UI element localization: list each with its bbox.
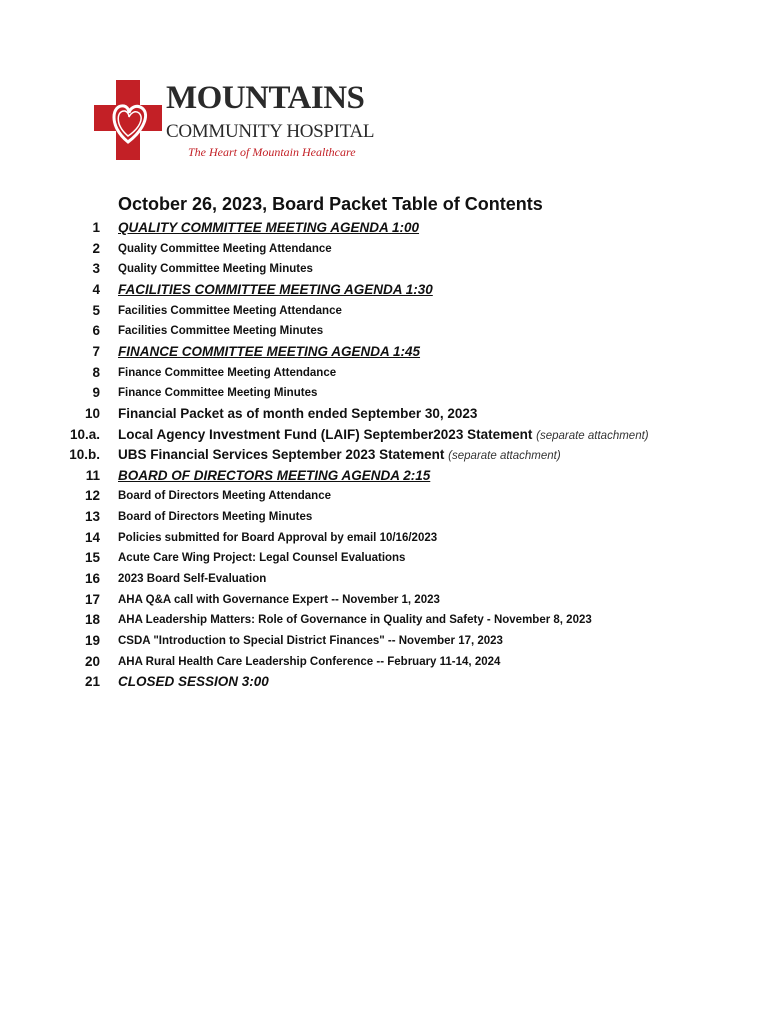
toc-item-label: Board of Directors Meeting Minutes xyxy=(118,511,313,524)
toc-item-number: 3 xyxy=(92,261,100,277)
toc-item[interactable] xyxy=(0,239,770,259)
toc-item[interactable] xyxy=(0,404,770,424)
toc-item-note: (separate attachment) xyxy=(448,450,561,463)
toc-item[interactable] xyxy=(0,301,770,321)
toc-item-label: Policies submitted for Board Approval by email 10/16/2023 xyxy=(118,531,438,544)
toc-item-label-wrap xyxy=(118,486,331,506)
page-title: October 26, 2023, Board Packet Table of Contents xyxy=(118,194,543,214)
toc-item-label-wrap xyxy=(118,342,420,362)
toc-item[interactable] xyxy=(0,590,770,610)
cross-heart-icon xyxy=(94,80,164,160)
toc-item-label: Financial Packet as of month ended September 30, 2023 xyxy=(118,405,478,421)
toc-item-label: BOARD OF DIRECTORS MEETING AGENDA 2:15 xyxy=(118,467,431,483)
toc-item-label: Finance Committee Meeting Attendance xyxy=(118,366,337,379)
toc-item-label: Facilities Committee Meeting Attendance xyxy=(118,304,342,317)
toc-item[interactable] xyxy=(0,548,770,568)
toc-item[interactable] xyxy=(0,342,770,362)
toc-item-number: 15 xyxy=(84,550,100,566)
toc-item-number: 7 xyxy=(92,343,100,359)
toc-item-number: 2 xyxy=(92,240,100,256)
logo-subtitle: COMMUNITY HOSPITAL xyxy=(166,121,375,142)
toc-item-label: AHA Q&A call with Governance Expert -- November 1, 2023 xyxy=(118,593,440,606)
toc-item-label: AHA Leadership Matters: Role of Governance in Quality and Safety - November 8, 2023 xyxy=(118,614,592,627)
toc-item[interactable] xyxy=(0,218,770,238)
toc-item-label-wrap xyxy=(118,301,342,321)
toc-item-label-wrap xyxy=(118,610,592,630)
toc-item-label-wrap xyxy=(118,321,323,341)
toc-item-label-wrap xyxy=(118,652,500,672)
toc-item-label: AHA Rural Health Care Leadership Conference -- February 11-14, 2024 xyxy=(118,655,501,668)
toc-item[interactable] xyxy=(0,259,770,279)
toc-item-number: 16 xyxy=(84,571,100,587)
toc-item-number: 14 xyxy=(84,529,100,545)
toc-item-label: CLOSED SESSION 3:00 xyxy=(118,674,269,690)
toc-item[interactable] xyxy=(0,445,770,465)
toc-item-label-wrap xyxy=(118,548,405,568)
toc-item-label-wrap xyxy=(118,631,503,651)
toc-item-label-wrap xyxy=(118,672,269,692)
toc-item-number: 8 xyxy=(92,364,100,380)
toc-item-label-wrap xyxy=(118,363,336,383)
toc-item-label: CSDA "Introduction to Special District Finances" -- November 17, 2023 xyxy=(118,635,503,647)
toc-item[interactable] xyxy=(0,652,770,672)
toc-item[interactable] xyxy=(0,528,770,548)
logo-name: MOUNTAINS xyxy=(166,80,365,116)
toc-item-number: 10.a. xyxy=(69,426,100,442)
toc-item[interactable] xyxy=(0,610,770,630)
toc-item-label: Board of Directors Meeting Attendance xyxy=(118,490,331,503)
toc-item-number: 20 xyxy=(84,653,100,669)
toc-item-label: Finance Committee Meeting Minutes xyxy=(118,387,318,400)
logo-tagline: The Heart of Mountain Healthcare xyxy=(188,145,356,159)
toc-item-label-wrap xyxy=(118,383,317,403)
toc-item-label: Facilities Committee Meeting Minutes xyxy=(118,325,324,338)
toc-item-label-wrap xyxy=(118,507,312,527)
toc-item-number: 17 xyxy=(84,591,100,607)
toc-item-number: 10.b. xyxy=(69,447,100,463)
toc-item-number: 10 xyxy=(84,405,100,421)
toc-item-label-wrap xyxy=(118,259,313,279)
toc-item-label: QUALITY COMMITTEE MEETING AGENDA 1:00 xyxy=(118,220,420,235)
toc-item-label: FACILITIES COMMITTEE MEETING AGENDA 1:30 xyxy=(118,281,433,297)
toc-item-label: Quality Committee Meeting Minutes xyxy=(118,263,313,276)
toc-item-label: FINANCE COMMITTEE MEETING AGENDA 1:45 xyxy=(118,343,421,359)
toc-item-label-wrap xyxy=(118,280,433,300)
toc-item-number: 11 xyxy=(85,467,100,483)
toc-item-number: 12 xyxy=(84,488,100,504)
toc-item[interactable] xyxy=(0,672,770,692)
toc-item-number: 18 xyxy=(84,612,100,628)
toc-item-number: 6 xyxy=(92,323,100,339)
toc-item-label-wrap xyxy=(118,218,419,238)
toc-item-label: 2023 Board Self-Evaluation xyxy=(118,573,267,586)
hospital-logo xyxy=(94,80,375,162)
toc-item[interactable] xyxy=(0,466,770,486)
toc-item-label: UBS Financial Services September 2023 Statement xyxy=(118,447,445,463)
toc-item[interactable] xyxy=(0,507,770,527)
toc-item[interactable] xyxy=(0,363,770,383)
toc-item[interactable] xyxy=(0,569,770,589)
toc-item-number: 5 xyxy=(92,302,100,318)
toc-item-label-wrap xyxy=(118,445,561,466)
toc-item-note: (separate attachment) xyxy=(536,429,649,442)
toc-item-number: 4 xyxy=(92,281,100,297)
toc-item-label-wrap xyxy=(118,239,332,259)
toc-item[interactable] xyxy=(0,280,770,300)
toc-item-label-wrap xyxy=(118,404,477,424)
toc-item[interactable] xyxy=(0,631,770,651)
toc-item-label-wrap xyxy=(118,466,430,486)
toc-item[interactable] xyxy=(0,321,770,341)
toc-item-number: 21 xyxy=(84,674,100,690)
toc-item[interactable] xyxy=(0,486,770,506)
toc-item-label-wrap xyxy=(118,425,649,446)
toc-item[interactable] xyxy=(0,425,770,445)
toc-item-number: 9 xyxy=(92,385,100,401)
toc-item-label-wrap xyxy=(118,590,440,610)
toc-item-label: Acute Care Wing Project: Legal Counsel Evaluations xyxy=(118,552,406,565)
toc-item-label: Local Agency Investment Fund (LAIF) September2023 Statement xyxy=(118,426,533,442)
toc-item-label-wrap xyxy=(118,528,437,548)
toc-item-number: 13 xyxy=(84,509,100,525)
toc-item-label: Quality Committee Meeting Attendance xyxy=(118,242,332,255)
toc-item-label-wrap xyxy=(118,569,266,589)
toc-item-number: 19 xyxy=(84,633,100,648)
toc-item[interactable] xyxy=(0,383,770,403)
toc-item-number: 1 xyxy=(92,220,100,235)
